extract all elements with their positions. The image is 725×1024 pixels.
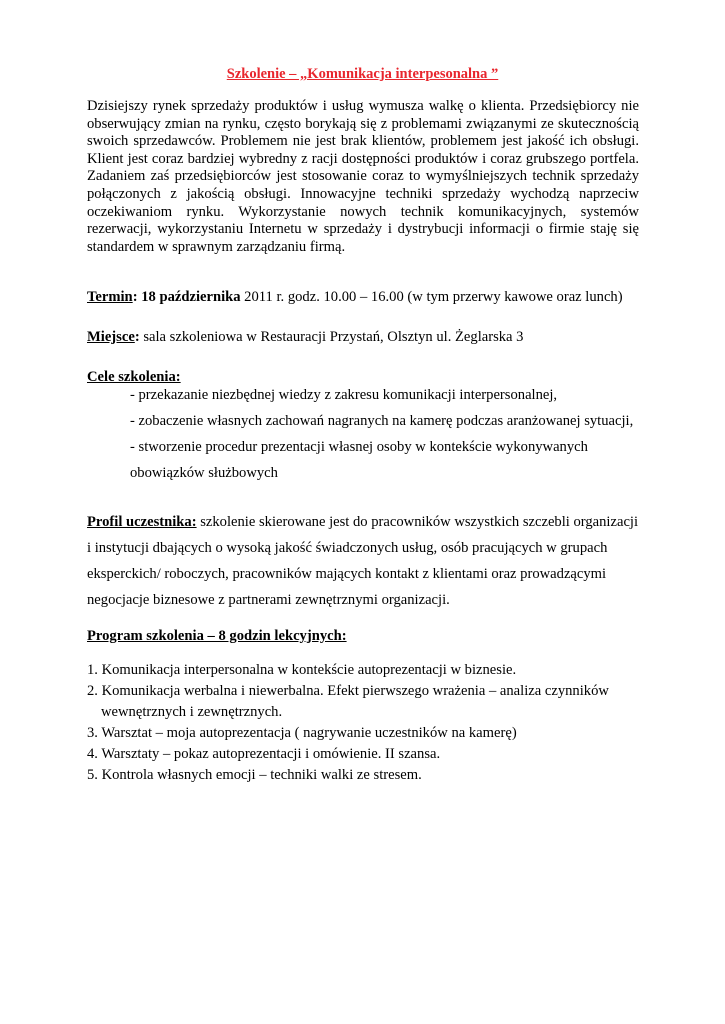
miejsce-label: Miejsce [87,329,135,345]
list-item-continuation: wewnętrznych i zewnętrznych. [101,704,283,720]
intro-line: Dzisiejszy rynek sprzedaży produktów i usług wymusza walkę o klienta. Przedsiębiorcy nie [87,98,639,114]
intro-line: Zadaniem zaś przedsiębiorców jest stosowanie coraz to wymyślniejszych technik sprzedaży [87,168,639,185]
program-list [87,660,609,786]
profil-first-line [87,509,639,535]
list-item: 1. Komunikacja interpersonalna w kontekście autoprezentacji w biznesie. [87,662,517,678]
list-item: 5. Kontrola własnych emocji – techniki walki ze stresem. [87,767,422,783]
termin-date: 18 października [137,289,241,305]
list-item: - stworzenie procedur prezentacji własnej osoby w kontekście wykonywanych [130,439,588,455]
profil-label: Profil uczestnika: [87,514,197,530]
termin-label: Termin [87,289,133,305]
intro-line: rezerwacji, wykorzystaniu Internetu w sprzedaży i dystrybucji informacji o firmie staję się [87,221,639,238]
list-item: - zobaczenie własnych zachowań nagranych na kamerę podczas aranżowanej sytuacji, [130,413,634,429]
list-item: obowiązków służbowych [130,465,278,481]
intro-line: oczekiwaniom rynku. Wykorzystanie nowych technik komunikacyjnych, systemów [87,203,639,220]
termin-colon: : [132,289,138,305]
intro-paragraph [87,98,639,256]
document-title: Szkolenie – „Komunikacja interpesonalna ” [226,66,499,82]
list-item: 2. Komunikacja werbalna i niewerbalna. Efekt pierwszego wrażenia – analiza czynników [87,683,609,699]
profil-line: eksperckich/ roboczych, pracowników mających kontakt z klientami oraz prowadzącymi [87,566,607,582]
miejsce-text: sala szkoleniowa w Restauracji Przystań, Olsztyn ul. Żeglarska 3 [139,329,524,345]
miejsce-colon: : [134,329,140,345]
profil-text: szkolenie skierowane jest do pracowników wszystkich szczebli organizacji [196,514,639,530]
profil-line: negocjacje biznesowe z partnerami zewnętrznymi organizacji. [87,592,450,608]
profil-line: i instytucji dbających o wysoką jakość świadczonych usług, osób pracujących w grupach [87,540,608,556]
program-heading [87,627,347,645]
cele-label: Cele szkolenia: [87,369,181,385]
intro-line: obserwujący zmian na rynku, często borykają się z problemami związanymi ze skutecznością [87,115,639,132]
cele-list [130,382,633,486]
list-item: 4. Warsztaty – pokaz autoprezentacji i omówienie. II szansa. [87,746,441,762]
profil-section [87,509,639,613]
miejsce-line [87,328,523,346]
termin-line [87,288,623,306]
intro-line: połączonych z jakością obsługi. Innowacyjne techniki sprzedaży wychodzą naprzeciw [87,185,639,202]
intro-line: standardem w sprawnym zarządzaniu firmą. [87,238,346,255]
list-item: 3. Warsztat – moja autoprezentacja ( nagrywanie uczestników na kamerę) [87,725,517,741]
list-item: - przekazanie niezbędnej wiedzy z zakresu komunikacji interpersonalnej, [130,387,558,403]
program-label: Program szkolenia – 8 godzin lekcyjnych: [87,628,347,644]
intro-line: Klient jest coraz bardziej wybredny z racji dostępności produktów i coraz grubszego portfela. [87,150,639,167]
termin-details: 2011 r. godz. 10.00 – 16.00 (w tym przerwy kawowe oraz lunch) [240,289,623,305]
intro-line: swoich sprzedawców. Problemem nie jest brak klientów, problemem jest jakość ich obsługi. [87,133,639,150]
